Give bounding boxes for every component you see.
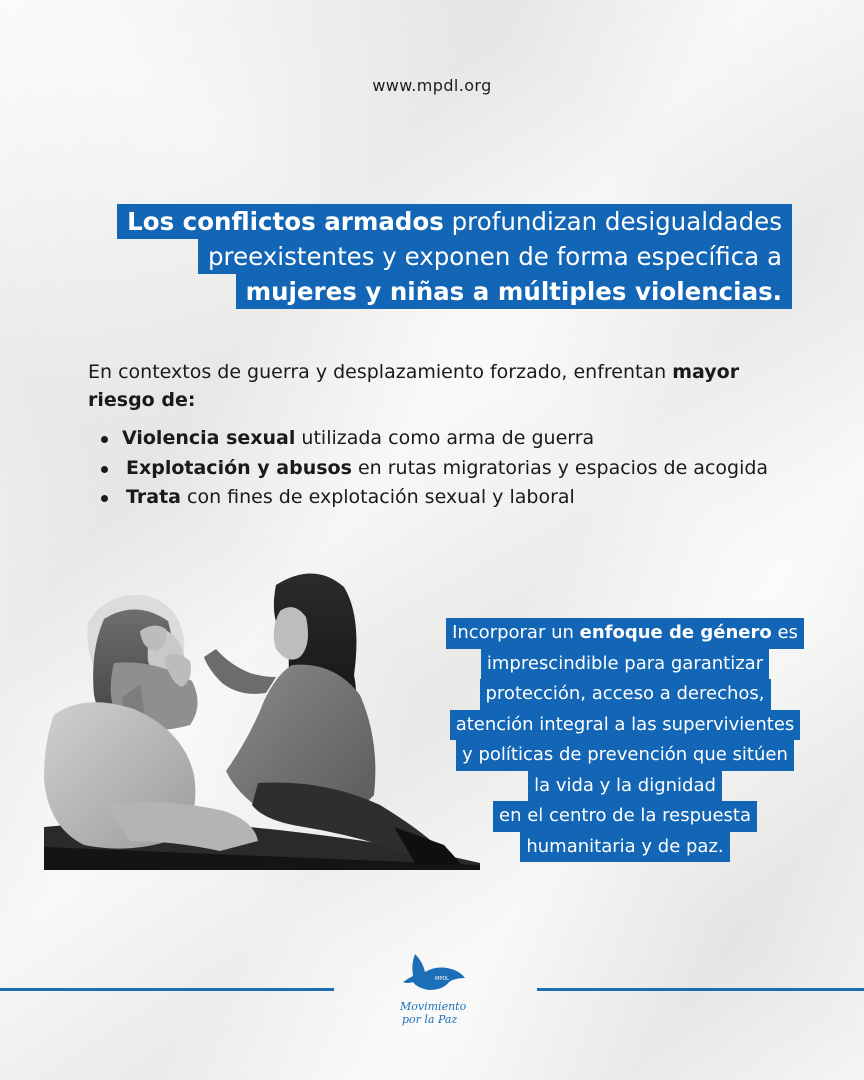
callout-line-8: humanitaria y de paz. bbox=[520, 832, 729, 863]
footer-divider-left bbox=[0, 988, 334, 991]
footer-divider-right bbox=[537, 988, 864, 991]
headline bbox=[117, 204, 792, 309]
list-item-bold: Violencia sexual bbox=[122, 427, 296, 449]
callout-line-6: la vida y la dignidad bbox=[528, 771, 722, 802]
website-url[interactable]: www.mpdl.org bbox=[372, 76, 492, 95]
list-item bbox=[100, 454, 790, 484]
list-item-text: utilizada como arma de guerra bbox=[295, 427, 595, 449]
list-item bbox=[100, 483, 790, 513]
logo-badge: MPDL bbox=[435, 976, 449, 982]
intro-text: En contextos de guerra y desplazamiento forzado, enfrentan bbox=[88, 361, 673, 383]
list-item-bold: Trata bbox=[126, 486, 181, 508]
logo-text bbox=[400, 1000, 480, 1026]
headline-bold-1: Los conflictos armados bbox=[127, 207, 444, 236]
list-item-text: con fines de explotación sexual y laboral bbox=[180, 486, 575, 508]
list-item-text: en rutas migratorias y espacios de acogida bbox=[351, 456, 769, 479]
logo-text-line-1: Movimiento bbox=[400, 1000, 467, 1013]
callout-line-2: imprescindible para garantizar bbox=[481, 649, 769, 680]
bullet-icon bbox=[101, 495, 108, 502]
callout-text: Incorporar un bbox=[452, 622, 580, 643]
headline-text-1: profundizan desigualdades bbox=[443, 207, 782, 236]
headline-bold-3: mujeres y niñas a múltiples violencias. bbox=[245, 277, 782, 306]
bullet-icon bbox=[101, 436, 108, 443]
list-item-bold: Explotación y abusos bbox=[126, 456, 352, 479]
callout-line-3: protección, acceso a derechos, bbox=[480, 679, 771, 710]
headline-line-3 bbox=[236, 274, 792, 309]
headline-line-2: preexistentes y exponen de forma específica a bbox=[198, 239, 792, 274]
logo-text-line-2: por la Paz bbox=[402, 1013, 458, 1026]
bullet-icon bbox=[101, 466, 108, 473]
list-item bbox=[100, 424, 790, 454]
callout-text: es bbox=[771, 622, 798, 643]
callout-line-4: atención integral a las supervivientes bbox=[450, 710, 801, 741]
intro-paragraph bbox=[88, 358, 788, 414]
callout-line-5: y políticas de prevención que sitúen bbox=[456, 740, 794, 771]
callout-bold: enfoque de género bbox=[579, 622, 772, 643]
callout-line-7: en el centro de la respuesta bbox=[493, 801, 757, 832]
photo-mother-and-child bbox=[44, 565, 480, 870]
headline-line-1 bbox=[117, 204, 792, 239]
callout-box bbox=[425, 618, 825, 862]
risk-list bbox=[100, 424, 790, 513]
intro-bold: mayor riesgo de: bbox=[88, 361, 740, 411]
callout-line-1 bbox=[446, 618, 804, 649]
dove-icon bbox=[395, 948, 475, 998]
